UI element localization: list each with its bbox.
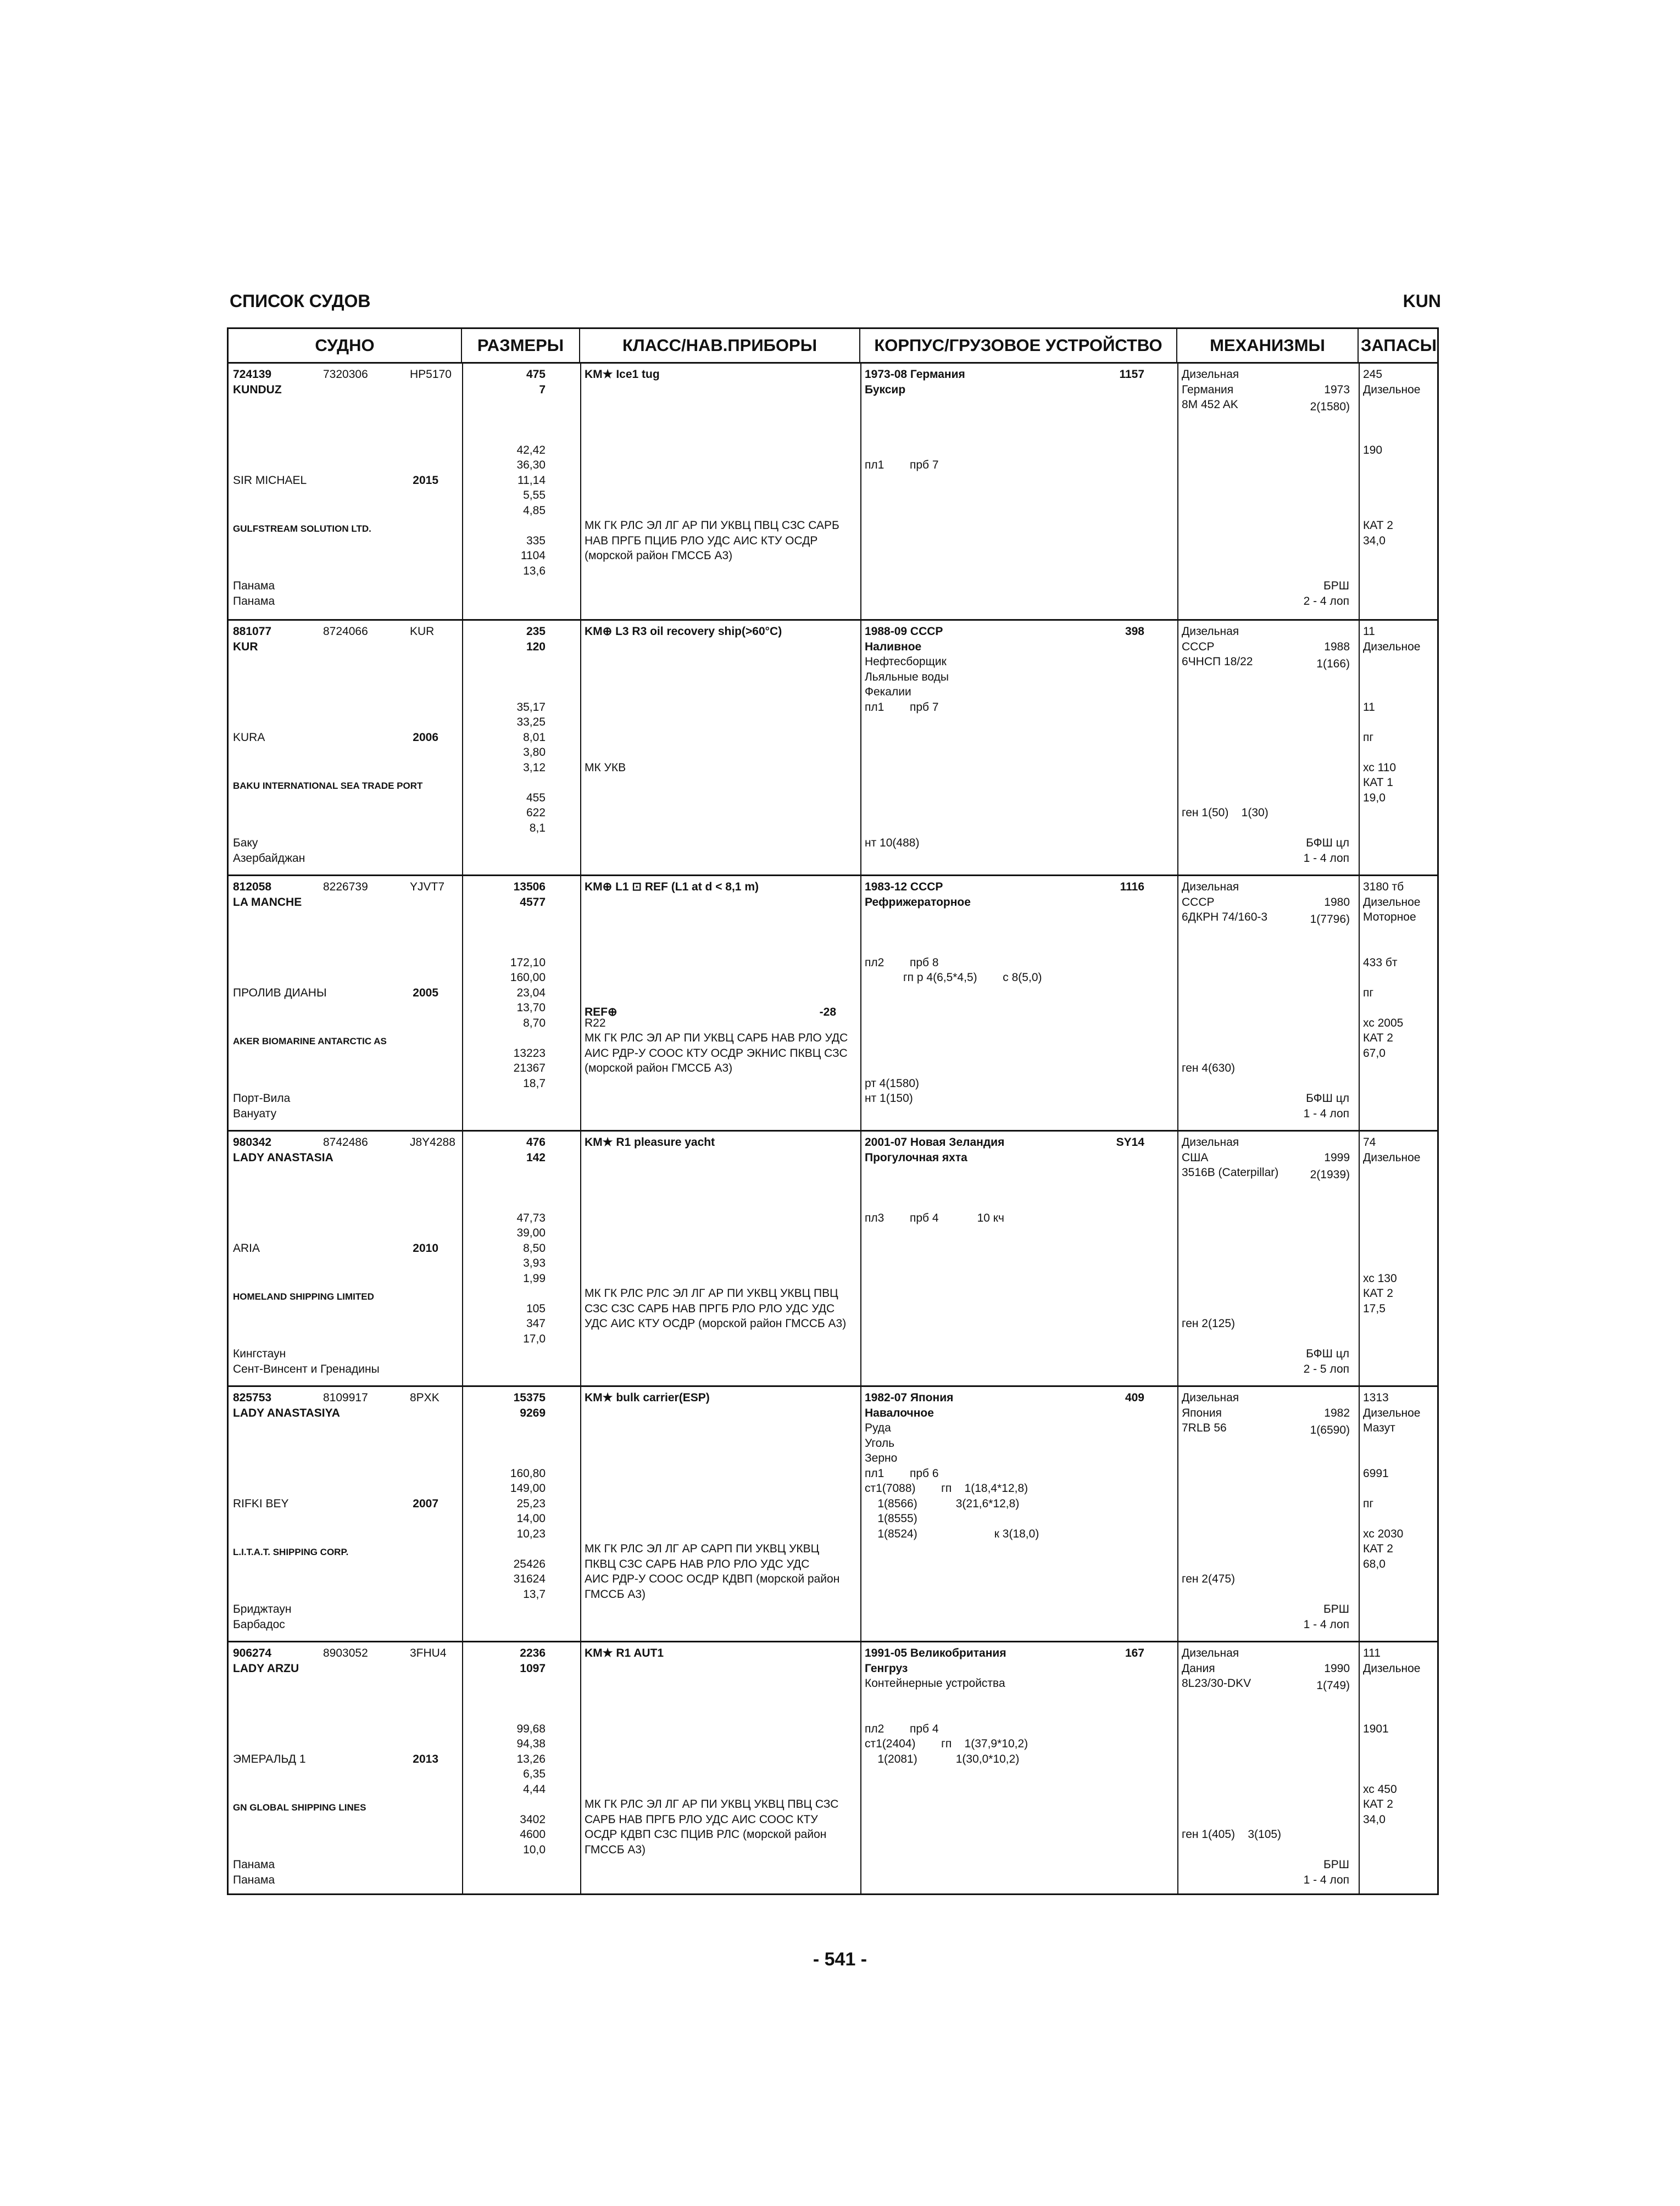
machinery-value: 1988: [1324, 640, 1350, 653]
stores-value: 6991: [1363, 1467, 1389, 1480]
ship-record: [229, 364, 1437, 619]
page-title: СПИСОК СУДОВ: [230, 291, 371, 311]
nav-equipment: АИС РДР-У СООС КТУ ОСДР ЭКНИС ПКВЦ СЗС: [585, 1046, 848, 1060]
machinery-detail: Япония: [1182, 1406, 1222, 1419]
hull-detail: Фекалии: [865, 686, 911, 698]
machinery-detail: Дизельная: [1182, 625, 1239, 638]
stores-value: хс 2030: [1363, 1527, 1404, 1540]
stores-value: 190: [1363, 443, 1383, 456]
home-port: Порт-Вила: [233, 1092, 291, 1105]
imo-number: 8226739: [323, 881, 368, 893]
dimension-value: 142: [526, 1151, 546, 1164]
machinery-value: 1(6590): [1310, 1424, 1350, 1436]
flag-state: Сент-Винсент и Гренадины: [233, 1362, 380, 1375]
stores-value: КАТ 2: [1363, 1032, 1393, 1044]
nav-equipment: (морской район ГМССБ А3): [585, 549, 733, 562]
dimension-value: 25,23: [516, 1497, 546, 1510]
nav-equipment: МК ГК РЛС ЭЛ ЛГ АР ПИ УКВЦ ПВЦ СЗС САРБ: [585, 519, 839, 532]
dimension-value: 14,00: [516, 1512, 546, 1525]
year-of-change: 2015: [413, 473, 438, 487]
home-port: Панама: [233, 1858, 275, 1871]
ship-list-table: [227, 327, 1439, 1895]
hull-detail: Генгруз: [865, 1662, 908, 1675]
class-notation: KM★ R1 AUT1: [585, 1647, 664, 1659]
machinery-detail: Дания: [1182, 1662, 1215, 1675]
dimension-value: 4,44: [523, 1782, 546, 1796]
call-sign: KUR: [410, 625, 435, 638]
reg-number: 980342: [233, 1136, 272, 1149]
stores-value: 34,0: [1363, 534, 1386, 547]
dimension-value: 455: [526, 791, 546, 804]
hull-detail: Льяльные воды: [865, 670, 949, 683]
hull-detail: пл3 прб 4 10 кч: [865, 1211, 1004, 1224]
yard-number: SY14: [1116, 1136, 1144, 1149]
imo-number: 8903052: [323, 1647, 368, 1659]
year-of-change: 2007: [413, 1497, 438, 1510]
reg-number: 825753: [233, 1391, 272, 1404]
yard-number: 1116: [1120, 881, 1144, 893]
column-header-ship: СУДНО: [229, 329, 462, 362]
hull-detail: пл1 прб 7: [865, 700, 939, 714]
dimension-value: 3,12: [523, 761, 546, 774]
dimension-value: 4600: [520, 1828, 546, 1841]
stores-value: 11: [1363, 625, 1375, 638]
year-of-change: 2005: [413, 986, 438, 999]
stores-value: 74: [1363, 1136, 1376, 1149]
machinery-value: 1990: [1324, 1662, 1350, 1675]
stores-value: 1313: [1363, 1391, 1389, 1404]
machinery-detail: СССР: [1182, 895, 1215, 909]
propeller-info: 1 - 4 лоп: [1303, 851, 1349, 865]
propeller-info: 2 - 4 лоп: [1303, 594, 1349, 608]
ship-record: [229, 1130, 1437, 1387]
stores-value: хс 110: [1363, 761, 1397, 774]
dimension-value: 2236: [520, 1647, 546, 1659]
call-sign: 3FHU4: [410, 1647, 447, 1659]
stores-value: КАТ 2: [1363, 1542, 1393, 1555]
ship-name: KUR: [233, 640, 258, 653]
stores-value: 11: [1363, 700, 1375, 714]
machinery-detail: 8M 452 AK: [1182, 398, 1238, 411]
dimension-value: 33,25: [516, 716, 546, 728]
propeller-info: БРШ: [1323, 580, 1349, 592]
nav-equipment: ГМССБ А3): [585, 1587, 646, 1601]
home-port: Кингстаун: [233, 1347, 286, 1360]
class-notation: KM★ R1 pleasure yacht: [585, 1136, 715, 1149]
dimension-value: 3,80: [523, 746, 546, 759]
stores-value: Дизельное: [1363, 640, 1421, 653]
hull-detail: Контейнерные устройства: [865, 1677, 1005, 1690]
machinery-value: 2(1939): [1310, 1168, 1350, 1181]
nav-equipment: МК ГК РЛС ЭЛ АР ПИ УКВЦ САРБ НАВ РЛО УДС: [585, 1032, 848, 1044]
column-header-class: КЛАСС/НАВ.ПРИБОРЫ: [580, 329, 860, 362]
hull-detail: Буксир: [865, 383, 906, 396]
nav-equipment: ГМССБ А3): [585, 1843, 646, 1856]
imo-number: 8742486: [323, 1136, 368, 1149]
stores-value: Дизельное: [1363, 895, 1421, 909]
home-port: Баку: [233, 837, 258, 849]
dimension-value: 36,30: [516, 459, 546, 471]
owner-name: AKER BIOMARINE ANTARCTIC AS: [233, 1036, 387, 1046]
hull-detail: пл2 прб 4: [865, 1722, 939, 1735]
stores-value: КАТ 1: [1363, 776, 1393, 789]
machinery-detail: 6ЧНСП 18/22: [1182, 655, 1253, 668]
propeller-info: БРШ: [1323, 1603, 1349, 1615]
yard-number: 1157: [1119, 368, 1144, 381]
flag-state: Азербайджан: [233, 851, 305, 865]
stores-value: Дизельное: [1363, 1406, 1421, 1419]
hull-detail: пл1 прб 7: [865, 459, 939, 471]
dimension-value: 13506: [513, 881, 546, 893]
dimension-value: 15375: [513, 1391, 546, 1404]
machinery-value: 2(1580): [1310, 400, 1350, 413]
page-code: KUN: [1403, 291, 1441, 311]
column-divider: [580, 362, 581, 1893]
machinery-value: 1(166): [1316, 658, 1350, 670]
machinery-detail: СССР: [1182, 640, 1215, 653]
hull-detail: Зерно: [865, 1452, 898, 1464]
stores-value: пг: [1363, 1497, 1374, 1510]
hull-detail: Навалочное: [865, 1406, 934, 1419]
owner-name: GULFSTREAM SOLUTION LTD.: [233, 523, 371, 534]
year-of-change: 2006: [413, 731, 438, 744]
stores-value: Дизельное: [1363, 1662, 1421, 1675]
nav-equipment: МК ГК РЛС РЛС ЭЛ ЛГ АР ПИ УКВЦ УКВЦ ПВЦ: [585, 1287, 838, 1300]
dimension-value: 99,68: [516, 1722, 546, 1735]
nav-equipment: НАВ ПРГБ ПЦИБ РЛО УДС АИС КТУ ОСДР: [585, 534, 818, 547]
owner-name: BAKU INTERNATIONAL SEA TRADE PORT: [233, 781, 423, 791]
call-sign: J8Y4288: [410, 1136, 455, 1149]
call-sign: YJVT7: [410, 881, 445, 893]
column-header-stores: ЗАПАСЫ: [1360, 336, 1437, 355]
imo-number: 8109917: [323, 1391, 368, 1404]
stores-value: пг: [1363, 986, 1374, 999]
owner-name: HOMELAND SHIPPING LIMITED: [233, 1291, 374, 1302]
dimension-value: 13,26: [516, 1752, 546, 1765]
dimension-value: 21367: [513, 1062, 546, 1074]
stores-value: 1901: [1363, 1722, 1389, 1735]
tank-info: рт 4(1580): [865, 1077, 920, 1090]
dimension-value: 7: [539, 383, 546, 396]
owner-name: L.I.T.A.T. SHIPPING CORP.: [233, 1547, 349, 1557]
hull-detail: 1(8555): [865, 1512, 917, 1525]
dimension-value: 1097: [520, 1662, 546, 1675]
former-name: ЭМЕРАЛЬД 1: [233, 1752, 306, 1765]
column-divider: [462, 362, 463, 1893]
year-of-change: 2013: [413, 1752, 438, 1765]
flag-state: Панама: [233, 1873, 275, 1886]
tank-info: нт 10(488): [865, 837, 920, 849]
nav-equipment: МК УКВ: [585, 761, 626, 774]
dimension-value: 13,7: [523, 1587, 546, 1601]
propeller-info: 1 - 4 лоп: [1303, 1873, 1349, 1886]
column-divider: [1359, 362, 1360, 1893]
former-name: ARIA: [233, 1241, 260, 1255]
hull-detail: ст1(7088) гп 1(18,4*12,8): [865, 1482, 1028, 1495]
dimension-value: 105: [526, 1302, 546, 1315]
generator-info: ген 1(50) 1(30): [1182, 806, 1269, 819]
dimension-value: 6,35: [523, 1768, 546, 1780]
build-info: 1982-07 Япония: [865, 1391, 954, 1404]
flag-state: Вануату: [233, 1107, 277, 1120]
hull-detail: Рефрижераторное: [865, 895, 971, 909]
ship-record: [229, 1641, 1437, 1898]
class-notation: KM★ bulk carrier(ESP): [585, 1391, 710, 1404]
ship-name: LADY ANASTASIA: [233, 1151, 333, 1164]
dimension-value: 18,7: [523, 1077, 546, 1090]
stores-value: Моторное: [1363, 911, 1416, 923]
dimension-value: 160,00: [510, 971, 546, 984]
dimension-value: 31624: [513, 1573, 546, 1585]
stores-value: 67,0: [1363, 1046, 1386, 1060]
class-notation: KM⊕ L1 ⊡ REF (L1 at d < 8,1 m): [585, 881, 759, 893]
propeller-info: БФШ цл: [1306, 837, 1349, 849]
call-sign: 8PXK: [410, 1391, 440, 1404]
dimension-value: 94,38: [516, 1737, 546, 1750]
dimension-value: 120: [526, 640, 546, 653]
reg-number: 812058: [233, 881, 272, 893]
column-header-machinery: МЕХАНИЗМЫ: [1177, 329, 1359, 362]
stores-value: 3180 тб: [1363, 881, 1404, 893]
year-of-change: 2010: [413, 1241, 438, 1255]
hull-detail: Уголь: [865, 1436, 895, 1450]
dimension-value: 1,99: [523, 1272, 546, 1285]
build-info: 1973-08 Германия: [865, 368, 965, 381]
nav-equipment: УДС АИС КТУ ОСДР (морской район ГМССБ А3): [585, 1317, 847, 1330]
stores-value: Дизельное: [1363, 383, 1421, 396]
hull-detail: Наливное: [865, 640, 922, 653]
dimension-value: 8,1: [529, 821, 546, 834]
dimension-value: 4,85: [523, 504, 546, 517]
dimension-value: 160,80: [510, 1467, 546, 1480]
build-info: 1991-05 Великобритания: [865, 1647, 1006, 1659]
hull-detail: 1(8566) 3(21,6*12,8): [865, 1497, 1020, 1510]
machinery-detail: 6ДКРН 74/160-3: [1182, 911, 1268, 923]
machinery-detail: Дизельная: [1182, 1136, 1239, 1149]
generator-info: ген 2(125): [1182, 1317, 1236, 1330]
propeller-info: БРШ: [1323, 1858, 1349, 1871]
ship-name: KUNDUZ: [233, 383, 282, 396]
nav-equipment: ОСДР КДВП СЗС ПЦИВ РЛС (морской район: [585, 1828, 827, 1841]
home-port: Бриджтаун: [233, 1603, 292, 1615]
stores-value: хс 130: [1363, 1272, 1397, 1285]
nav-equipment: МК ГК РЛС ЭЛ ЛГ АР ПИ УКВЦ УКВЦ ПВЦ СЗС: [585, 1798, 839, 1811]
owner-name: GN GLOBAL SHIPPING LINES: [233, 1802, 366, 1813]
stores-value: хс 2005: [1363, 1016, 1404, 1029]
flag-state: Барбадос: [233, 1618, 285, 1631]
nav-equipment: САРБ НАВ ПРГБ РЛО УДС АИС СООС КТУ: [585, 1813, 818, 1826]
dimension-value: 17,0: [523, 1332, 546, 1345]
class-notation: KM★ Ice1 tug: [585, 368, 660, 381]
machinery-value: 1973: [1324, 383, 1350, 396]
dimension-value: 47,73: [516, 1211, 546, 1224]
nav-equipment: АИС РДР-У СООС ОСДР КДВП (морской район: [585, 1573, 840, 1585]
dimension-value: 476: [526, 1136, 546, 1149]
dimension-value: 35,17: [516, 700, 546, 714]
dimension-value: 13,6: [523, 564, 546, 577]
dimension-value: 335: [526, 534, 546, 547]
generator-info: ген 4(630): [1182, 1062, 1236, 1074]
machinery-detail: 7RLB 56: [1182, 1422, 1227, 1434]
nav-equipment: R22: [585, 1016, 606, 1029]
former-name: RIFKI BEY: [233, 1497, 289, 1510]
dimension-value: 475: [526, 368, 546, 381]
propeller-info: 1 - 4 лоп: [1303, 1618, 1349, 1631]
propeller-info: 1 - 4 лоп: [1303, 1107, 1349, 1120]
hull-detail: 1(2081) 1(30,0*10,2): [865, 1752, 1020, 1765]
stores-value: КАТ 2: [1363, 519, 1393, 532]
dimension-value: 10,0: [523, 1843, 546, 1856]
nav-equipment: (морской район ГМССБ А3): [585, 1062, 733, 1074]
stores-value: 19,0: [1363, 791, 1386, 804]
dimension-value: 13,70: [516, 1001, 546, 1014]
former-name: SIR MICHAEL: [233, 473, 307, 487]
hull-detail: Нефтесборщик: [865, 655, 947, 668]
ship-record: [229, 1385, 1437, 1642]
generator-info: ген 1(405) 3(105): [1182, 1828, 1282, 1841]
former-name: ПРОЛИВ ДИАНЫ: [233, 986, 327, 999]
column-header-dimensions: РАЗМЕРЫ: [462, 329, 580, 362]
column-divider: [860, 362, 861, 1893]
class-ref: REF⊕: [585, 1006, 618, 1018]
stores-value: пг: [1363, 731, 1374, 744]
machinery-detail: Дизельная: [1182, 368, 1239, 381]
build-info: 1983-12 СССР: [865, 881, 943, 893]
dimension-value: 3,93: [523, 1257, 546, 1269]
machinery-value: 1(7796): [1310, 913, 1350, 926]
ship-name: LA MANCHE: [233, 895, 302, 909]
machinery-value: 1999: [1324, 1151, 1350, 1164]
hull-detail: Руда: [865, 1422, 891, 1434]
dimension-value: 8,01: [523, 731, 546, 744]
stores-value: 111: [1363, 1647, 1381, 1659]
hull-detail: пл2 прб 8: [865, 956, 939, 969]
dimension-value: 149,00: [510, 1482, 546, 1495]
machinery-detail: Дизельная: [1182, 1647, 1239, 1659]
stores-value: КАТ 2: [1363, 1287, 1393, 1300]
hull-detail: гп р 4(6,5*4,5) с 8(5,0): [865, 971, 1042, 984]
dimension-value: 235: [526, 625, 546, 638]
dimension-value: 1104: [520, 549, 546, 562]
dimension-value: 8,70: [523, 1016, 546, 1029]
machinery-detail: 3516B (Caterpillar): [1182, 1166, 1279, 1179]
machinery-detail: Дизельная: [1182, 1391, 1239, 1404]
stores-value: 17,5: [1363, 1302, 1386, 1315]
tank-info: нт 1(150): [865, 1092, 913, 1105]
machinery-value: 1982: [1324, 1406, 1350, 1419]
dimension-value: 622: [526, 806, 546, 819]
call-sign: HP5170: [410, 368, 452, 381]
dimension-value: 25426: [513, 1557, 546, 1570]
dimension-value: 42,42: [516, 443, 546, 456]
build-info: 2001-07 Новая Зеландия: [865, 1136, 1005, 1149]
nav-equipment: МК ГК РЛС ЭЛ ЛГ АР САРП ПИ УКВЦ УКВЦ: [585, 1542, 820, 1555]
page-number: - 541 -: [813, 1949, 867, 1970]
hull-detail: ст1(2404) гп 1(37,9*10,2): [865, 1737, 1028, 1750]
stores-value: 433 бт: [1363, 956, 1398, 969]
machinery-detail: США: [1182, 1151, 1209, 1164]
nav-equipment: ПКВЦ СЗС САРБ НАВ РЛО РЛО УДС УДС: [585, 1557, 810, 1570]
propeller-info: БФШ цл: [1306, 1347, 1349, 1360]
machinery-value: 1(749): [1316, 1679, 1350, 1692]
imo-number: 8724066: [323, 625, 368, 638]
propeller-info: 2 - 5 лоп: [1303, 1362, 1349, 1375]
stores-value: 68,0: [1363, 1557, 1386, 1570]
ship-name: LADY ARZU: [233, 1662, 299, 1675]
reg-number: 724139: [233, 368, 272, 381]
flag-state: Панама: [233, 594, 275, 608]
generator-info: ген 2(475): [1182, 1573, 1236, 1585]
stores-value: Мазут: [1363, 1422, 1395, 1434]
propeller-info: БФШ цл: [1306, 1092, 1349, 1105]
dimension-value: 172,10: [510, 956, 546, 969]
nav-equipment: СЗС СЗС САРБ НАВ ПРГБ РЛО РЛО УДС УДС: [585, 1302, 835, 1315]
machinery-detail: Германия: [1182, 383, 1234, 396]
dimension-value: 9269: [520, 1406, 546, 1419]
machinery-detail: 8L23/30-DKV: [1182, 1677, 1251, 1690]
dimension-value: 13223: [513, 1046, 546, 1060]
stores-value: КАТ 2: [1363, 1798, 1393, 1811]
hull-detail: 1(8524) к 3(18,0): [865, 1527, 1039, 1540]
reg-number: 906274: [233, 1647, 272, 1659]
yard-number: 409: [1125, 1391, 1144, 1404]
stores-value: Дизельное: [1363, 1151, 1421, 1164]
column-divider: [1177, 362, 1178, 1893]
dimension-value: 5,55: [523, 489, 546, 502]
reg-number: 881077: [233, 625, 272, 638]
former-name: KURA: [233, 731, 265, 744]
column-header-hull: КОРПУС/ГРУЗОВОЕ УСТРОЙСТВО: [860, 329, 1177, 362]
machinery-detail: Дизельная: [1182, 881, 1239, 893]
dimension-value: 10,23: [516, 1527, 546, 1540]
class-notation: KM⊕ L3 R3 oil recovery ship(>60°C): [585, 625, 782, 638]
home-port: Панама: [233, 580, 275, 592]
hull-detail: Прогулочная яхта: [865, 1151, 967, 1164]
ship-record: [229, 619, 1437, 876]
machinery-value: 1980: [1324, 895, 1350, 909]
dimension-value: 39,00: [516, 1227, 546, 1239]
hull-detail: пл1 прб 6: [865, 1467, 939, 1480]
yard-number: 167: [1125, 1647, 1144, 1659]
ship-name: LADY ANASTASIYA: [233, 1406, 340, 1419]
ship-record: [229, 874, 1437, 1132]
stores-value: 34,0: [1363, 1813, 1386, 1826]
yard-number: 398: [1125, 625, 1144, 638]
stores-value: хс 450: [1363, 1782, 1397, 1796]
dimension-value: 23,04: [516, 986, 546, 999]
dimension-value: 3402: [520, 1813, 546, 1826]
imo-number: 7320306: [323, 368, 368, 381]
stores-value: 245: [1363, 368, 1383, 381]
dimension-value: 8,50: [523, 1241, 546, 1255]
dimension-value: 347: [526, 1317, 546, 1330]
dimension-value: 4577: [520, 895, 546, 909]
class-ref-temp: -28: [819, 1006, 836, 1018]
build-info: 1988-09 СССР: [865, 625, 943, 638]
dimension-value: 11,14: [518, 473, 546, 487]
